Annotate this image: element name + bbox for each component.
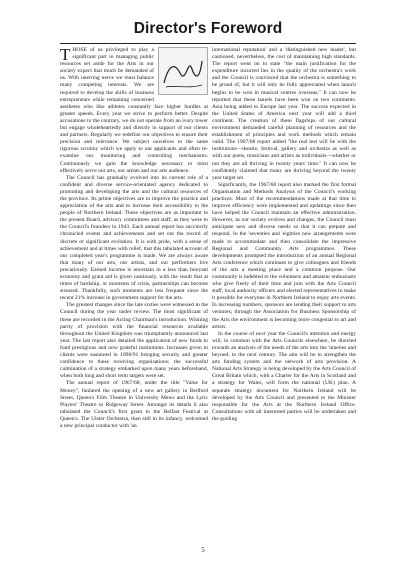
paragraph: international reputation' and a 'distinguished new leader', but cautioned, nevertheless, the cost of maintaining high standards. The report went on to state "the main justification for the expenditure incurred lies in the quality of the orchestra's work and the Council is convinced that the orchestra is something to be proud of, but it will only be fully appreciated when launch begins to be won in musical centres overseas." It can now be reported that these laurels have been won on two continents. Asia being added to Europe last year. The success expected in the United States of America next year will add a third continent. The creation of these flagships of our cultural environment demanded careful planning of resources and the establishment of principles and work methods which remain valid. The 1967/68 report added "the real test will lie with the institutions—theatre, festival, gallery and orchestra as well as with our poets, musicians and artists as individuals—whether or not they are all thriving in twenty years' time." It can now be confidently claimed that many are thriving beyond the twenty year target set. xyxy=(212,47,356,181)
page-title: Director's Foreword xyxy=(133,20,283,37)
paragraph: Significantly, the 1967/68 report also marked the first formal Organisation and Methods Analysis of the Council's working practices. Most of the recommendations made at that time to improve efficiency were implemented and updatings since then have helped the Council maintain an effective administration. However, as our society evolves and changes, the Council must anticipate new and diverse needs so that it can prepare and respond. In the 'seventies and 'eighties new arrangements were made to accommodate and then consolidate the impressive Regional and Community Arts programmes. These developments prompted the introduction of an annual Regional Arts conference which continues to give colleagues and friends of the arts a meeting place and a common purpose. Our community is indebted to the volunteers and amateur enthusiasts who give freely of their time and join with the Arts Council staff, local authority officers and elected representatives to make it possible for everyone in Northern Ireland to enjoy arts events. In increasing numbers, sponsors are lending their support to arts ventures; through the Association for Business Sponsorship of the Arts the environment is becoming more congenial to art and artists. xyxy=(212,181,356,330)
signature-portrait-image xyxy=(158,47,208,95)
paragraph: The annual report of 1967/68, under the title "Value for Money", fanfared the opening of a new art gallery in Bedford Street, Queen's Film Theatre in University Mews and the Lyric Players' Theatre in Ridgeway Street. Amongst its details it also tabulated the Council's first grant to the Belfast Festival at Queen's. The Ulster Orchestra, then still in its infancy, welcomed a new principal conductor with 'an xyxy=(60,380,208,429)
paragraph: The greatest changes since the late sixties were witnessed in the Council during the year under review. The most significant of these are recorded in the Acting Chairman's introduction. Winning parity of provision with the financial resources available throughout the United Kingdom was triumphantly announced last year. The last report also detailed the application of new funds to fund prestigious and now grateful institutions. Increases given to clients were sustained in 1990/91 bringing security and greater confidence to these receiving organisations; the successful culmination of a strategy embarked upon many years beforehand, when both long and short term targets were set. xyxy=(60,302,208,380)
title-rule xyxy=(60,43,356,44)
paragraph: The Council has gradually evolved into its current role of a confident and diverse service-orientated agency dedicated to promoting and developing the arts and the cultural resources of the province. Its prime objectives are to improve the practice and appreciation of the arts and to increase their accessibility to the people of Northern Ireland. These objectives are as important to the present Board, advisory committees and staff, as they were to the Council's founders in 1943. Each annual report has succinctly chronicled events and achievements and set out the record of discrete or significant evolution. It is with pride, with a sense of achievement and at times with relief, that this tabulated account of our completed year's programme is made. We are always aware that many of our arts, our artists, and our performers live precariously. Earned income is uncertain in a less than buoyant economy and grant aid is given cautiously, with the result that at times of hardship, or moments of crisis, partnerships can become stressed. Thankfully, such moments are less frequent since the recent 21% increase in government support for the arts. xyxy=(60,174,208,302)
paragraph: In the course of next year the Council's attention and energy will, in common with the Arts Councils elsewhere, be directed towards an analysis of the needs of the arts into the 'nineties and beyond, to the next century. The aim will be to strengthen the arts funding system and the network of arts provision. A National Arts Strategy is being developed by the Arts Council of Great Britain which, with a Charter for the Arts in Scotland and a strategy for Wales, will form the national (UK) plan. A separate strategy document for Northern Ireland will be developed by the Arts Council and presented to the Minister responsible for the Arts at the Northern Ireland Office. Consultations with all interested parties will be undertaken and the guiding xyxy=(212,330,356,422)
column-right xyxy=(208,47,356,423)
dropcap: T xyxy=(60,45,71,64)
title-block xyxy=(60,20,356,38)
paragraph-text: HOSE of us privileged to play a significant part in managing public resources set aside for the Arts in our society expect that much be demanded of us. With unerring nerve we must balance many competing interests. We are required to develop the skills of business entrepreneurs while remaining concerned aesthetes who like athletes constantly face higher hurdles at greater speeds. Every year we strive to perform better. Despite accusations to the contrary, we do not operate from an ivory tower but engage wholeheartedly and directly in support of our clients and partners. Regularly we redefine our objectives to ensure their precision and relevance. We subject ourselves to the same rigorous scrutiny which we apply to our applicants and often re-examine our monitoring and controlling mechanisms. Continuously we gain the knowledge necessary to most effectively serve our arts, our artists and our arts audience. xyxy=(60,47,208,174)
column-left xyxy=(60,47,208,430)
page-number: 5 xyxy=(201,546,205,554)
